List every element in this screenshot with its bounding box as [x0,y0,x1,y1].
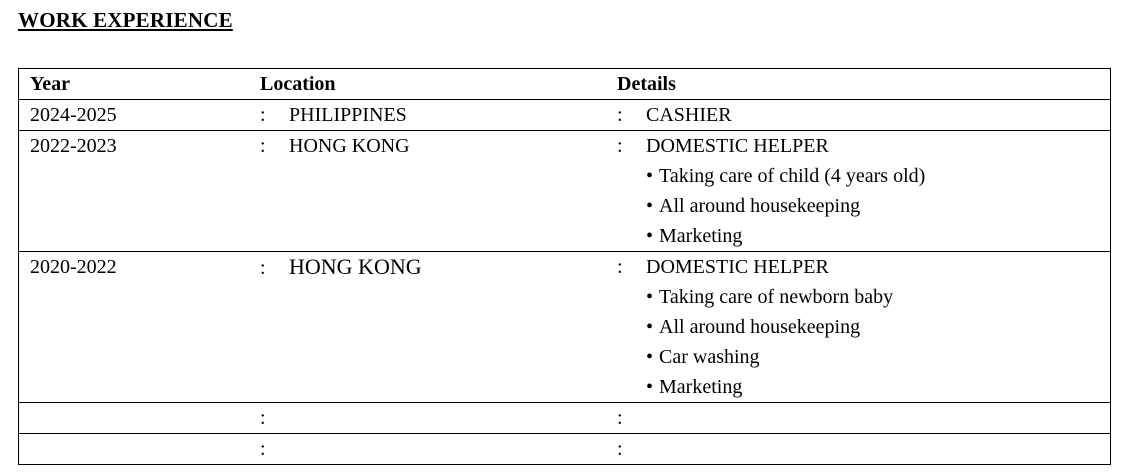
separator: : [260,438,266,460]
row-location-cell [260,252,617,403]
table-row [19,434,1111,465]
separator: : [617,135,623,157]
duty-item: • Taking care of newborn baby [646,282,1110,312]
row-details: CASHIER [646,104,732,126]
table-row [19,100,1111,131]
work-experience-table [18,68,1111,465]
table-header-row [19,69,1111,100]
duty-item: • All around housekeeping [646,191,1110,221]
duty-item: • Marketing [646,372,1110,402]
separator: : [260,407,266,429]
duties-list [617,161,1110,251]
row-year: 2022-2023 [19,131,261,252]
separator: : [260,104,266,126]
row-details: DOMESTIC HELPER [646,135,829,157]
row-details-cell [617,434,1111,465]
row-details-cell [617,252,1111,403]
row-year [19,434,261,465]
separator: : [260,257,266,279]
duty-item: • Taking care of child (4 years old) [646,161,1110,191]
header-year: Year [19,69,261,100]
row-details-cell [617,131,1111,252]
separator: : [617,407,623,429]
separator: : [617,104,623,126]
separator: : [617,256,623,278]
row-details-cell [617,403,1111,434]
table-row [19,131,1111,252]
row-year: 2020-2022 [19,252,261,403]
row-location-cell [260,434,617,465]
separator: : [260,135,266,157]
section-title: WORK EXPERIENCE [18,8,233,32]
row-details-cell [617,100,1111,131]
duties-list [617,282,1110,402]
table-row [19,403,1111,434]
row-year [19,403,261,434]
row-location-cell [260,100,617,131]
duty-item: • All around housekeeping [646,312,1110,342]
row-location-cell [260,403,617,434]
row-location: HONG KONG [289,135,410,157]
duty-item: • Car washing [646,342,1110,372]
row-location: HONG KONG [289,254,422,279]
header-details: Details [617,69,1111,100]
table-row [19,252,1111,403]
row-location-cell [260,131,617,252]
row-details: DOMESTIC HELPER [646,256,829,278]
row-year: 2024-2025 [19,100,261,131]
separator: : [617,438,623,460]
duty-item: • Marketing [646,221,1110,251]
row-location: PHILIPPINES [289,104,407,126]
header-location: Location [260,69,617,100]
